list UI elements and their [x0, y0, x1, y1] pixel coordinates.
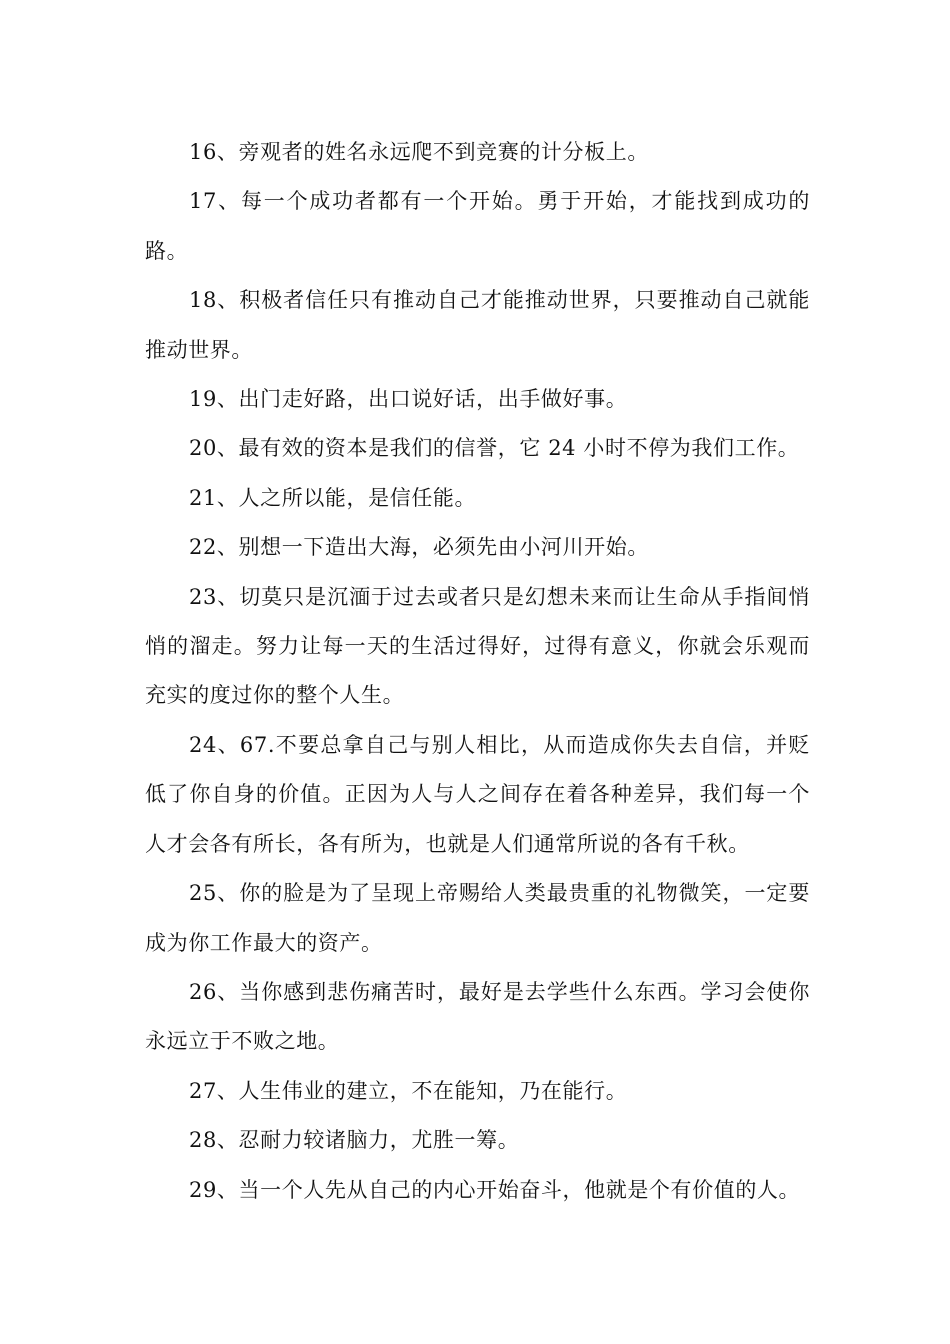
- paragraph-26: 26、当你感到悲伤痛苦时，最好是去学些什么东西。学习会使你永远立于不败之地。: [145, 979, 810, 1054]
- paragraph-25: 25、你的脸是为了呈现上帝赐给人类最贵重的礼物微笑，一定要成为你工作最大的资产。: [145, 881, 810, 955]
- paragraph-28: 28、忍耐力较诸脑力，尤胜一筹。: [189, 1128, 520, 1153]
- paragraph-23: 23、切莫只是沉湎于过去或者只是幻想未来而让生命从手指间悄悄的溜走。努力让每一天的生活过得好，过得有意义，你就会乐观而充实的度过你的整个人生。: [145, 584, 810, 708]
- paragraph-20: 20、最有效的资本是我们的信誉，它 24 小时不停为我们工作。: [189, 436, 800, 461]
- document-body: [145, 128, 810, 1215]
- paragraph-19: 19、出门走好路，出口说好话，出手做好事。: [189, 387, 628, 412]
- paragraph-18: 18、积极者信任只有推动自己才能推动世界，只要推动自己就能推动世界。: [145, 288, 810, 362]
- paragraph-21: 21、人之所以能，是信任能。: [189, 485, 477, 510]
- paragraph-22: 22、别想一下造出大海，必须先由小河川开始。: [189, 535, 649, 560]
- paragraph-16: 16、旁观者的姓名永远爬不到竞赛的计分板上。: [189, 140, 649, 164]
- paragraph-24: 24、67.不要总拿自己与别人相比，从而造成你失去自信，并贬低了你自身的价值。正因为人与人之间存在着各种差异，我们每一个人才会各有所长，各有所为，也就是人们通常所说的各有千秋。: [145, 732, 810, 856]
- paragraph-17: 17、每一个成功者都有一个开始。勇于开始，才能找到成功的路。: [145, 189, 810, 263]
- paragraph-29: 29、当一个人先从自己的内心开始奋斗，他就是个有价值的人。: [189, 1177, 801, 1202]
- paragraph-27: 27、人生伟业的建立，不在能知，乃在能行。: [189, 1078, 628, 1103]
